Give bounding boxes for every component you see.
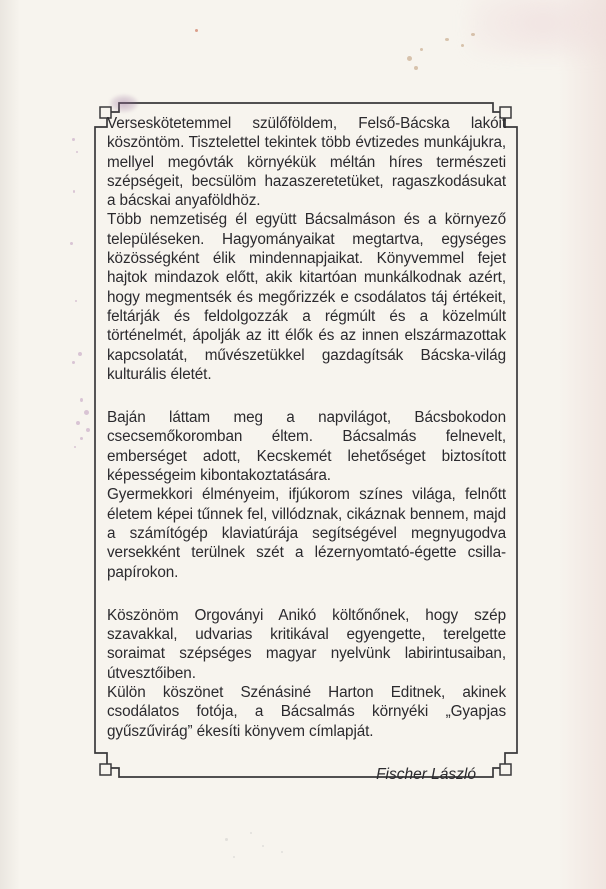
paragraph: Köszönöm Orgoványi Anikó költőnőnek, hogy szép szavakkal, udvarias kritikával egyengette, terelgette soraimat szépséges magyar nyelvünk labirintusaiban, útvesztőiben.: [107, 606, 506, 682]
paragraph: Több nemzetiség él együtt Bácsalmáson és a környező településeken. Hagyományaikat megtartva, egységes közösségként élik mindennapjaikat. Könyvemmel fejet hajtok mindazok előtt, akik kitartóan munkálkodnak azért, hogy megmentsék és megőrizzék e csodálatos táj értékeit, feltárják és feldolgozzák a régmúlt és a közelmúlt történelmét, ápolják az itt élők és az innen elszármazottak kapcsolatát, művészetükkel gazdagítsák Bácska-világ kulturális életét.: [107, 211, 506, 383]
paragraph-block-1: [107, 114, 506, 384]
author-signature: Fischer László: [376, 765, 476, 783]
preface-text: [107, 114, 506, 784]
paragraph: Baján láttam meg a napvilágot, Bácsbokodon csecsemőkoromban éltem. Bácsalmás felnevelt, emberséget adott, Kecskemét lehetőséget biztosított képességeim kibontakoztatására.: [107, 409, 506, 485]
paragraph: Külön köszönet Szénásiné Harton Editnek, akinek csodálatos fotója, a Bácsalmás környéki „Gyapjas gyűszűvirág” ékesíti könyvem címlapját.: [107, 684, 506, 740]
paragraph: Verseskötetemmel szülőföldem, Felső-Bácska lakóit köszöntöm. Tisztelettel tekintek több évtizedes munkájukra, mellyel megóvták környékük méltán híres természeti szépségeit, becsülöm hazaszeretetüket, ragaszkodásukat a bácskai anyaföldhöz.: [107, 115, 506, 210]
paragraph-block-2: [107, 408, 506, 582]
paragraph-block-3: [107, 606, 506, 741]
paragraph: Gyermekkori élményeim, ifjúkorom színes világa, felnőtt életem képei tűnnek fel, villódznak, cikáznak bennem, majd a számítógép klaviatúrája segítségével megnyugodva versekként terülnek szét a lézernyomtató-égette csilla-papírokon.: [107, 486, 506, 581]
